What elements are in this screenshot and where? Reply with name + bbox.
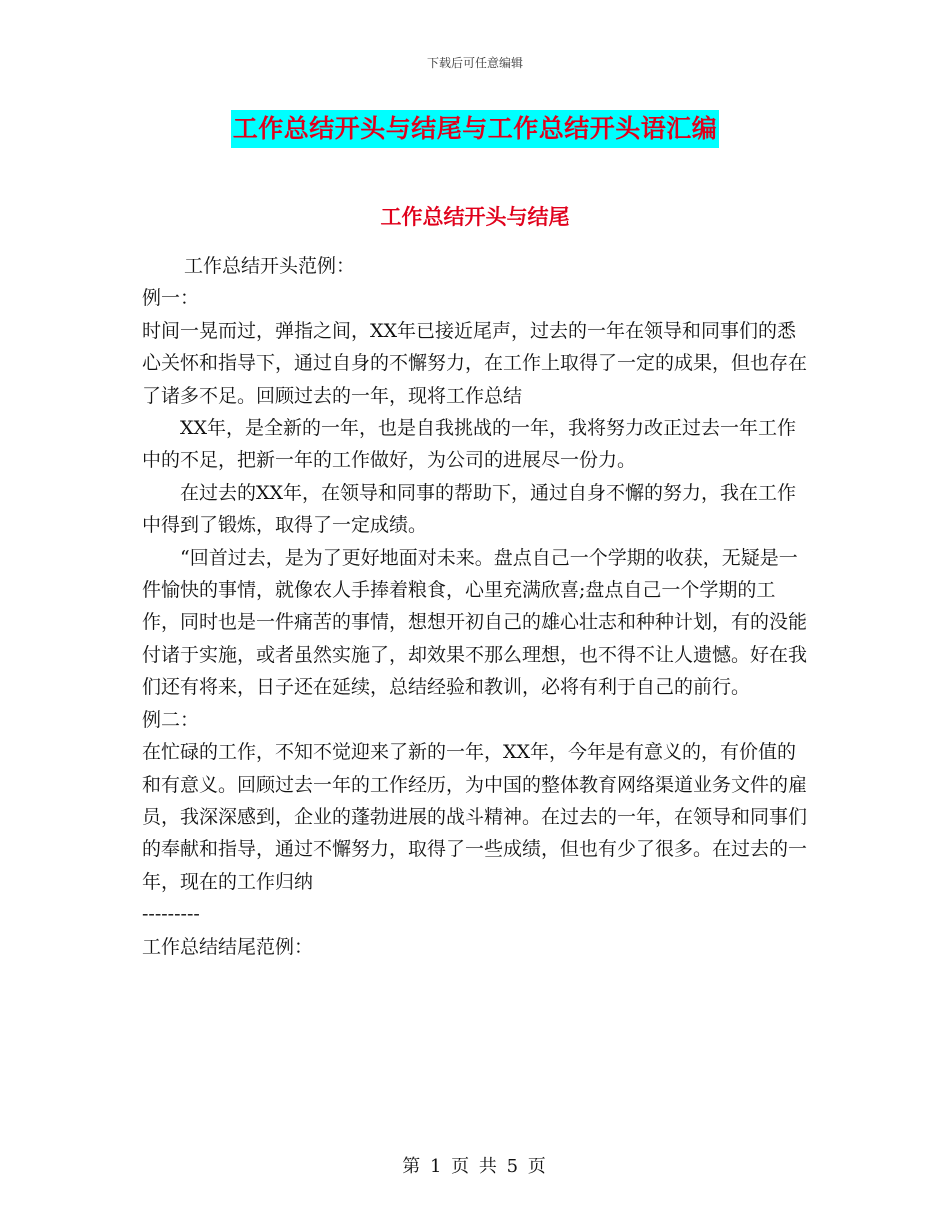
- document-title: 工作总结开头与结尾与工作总结开头语汇编: [231, 110, 720, 148]
- document-body: [142, 250, 812, 963]
- paragraph-closing-examples-label: 工作总结结尾范例：: [142, 935, 314, 958]
- separator-line: ---------: [142, 903, 200, 926]
- document-title-container: [0, 110, 950, 148]
- paragraph-opening-examples-label: 工作总结开头范例：: [184, 255, 356, 277]
- paragraph-example-one-text: 时间一晃而过，弹指之间，XX年已接近尾声，过去的一年在领导和同事们的悉心关怀和指导下，通过自身的不懈努力，在工作上取得了一定的成果，但也存在了诸多不足。回顾过去的一年，现将工作总结: [142, 319, 808, 407]
- paragraph-example-two-label: 例二：: [142, 708, 200, 731]
- paragraph-new-year: XX年，是全新的一年，也是自我挑战的一年，我将努力改正过去一年工作中的不足，把新一年的工作做好，为公司的进展尽一份力。: [142, 417, 797, 472]
- section-title: 工作总结开头与结尾: [380, 204, 570, 229]
- page-number: 第 1 页 共 5 页: [402, 1156, 548, 1177]
- paragraph-example-two-text: 在忙碌的工作，不知不觉迎来了新的一年，XX年，今年是有意义的，有价值的和有意义。回顾过去一年的工作经历，为中国的整体教育网络渠道业务文件的雇员，我深深感到，企业的蓬勃进展的战斗精神。在过去的一年，在领导和同事们的奉献和指导，通过不懈努力，取得了一些成绩，但也有少了很多。在过去的一年，现在的工作归纳: [142, 741, 808, 893]
- paragraph-quote: “回首过去，是为了更好地面对未来。盘点自己一个学期的收获，无疑是一件愉快的事情，就像农人手捧着粮食，心里充满欣喜;盘点自己一个学期的工作，同时也是一件痛苦的事情，想想开初自己的雄心壮志和种种计划，有的没能付诸于实施，或者虽然实施了，却效果不那么理想，也不得不让人遗憾。好在我们还有将来，日子还在延续，总结经验和教训，必将有利于自己的前行。: [142, 546, 808, 699]
- paragraph-past-year: 在过去的XX年，在领导和同事的帮助下，通过自身不懈的努力，我在工作中得到了锻炼，取得了一定成绩。: [142, 481, 797, 537]
- paragraph-example-one-label: 例一：: [142, 287, 200, 310]
- page-header-note: 下载后可任意编辑: [426, 56, 523, 70]
